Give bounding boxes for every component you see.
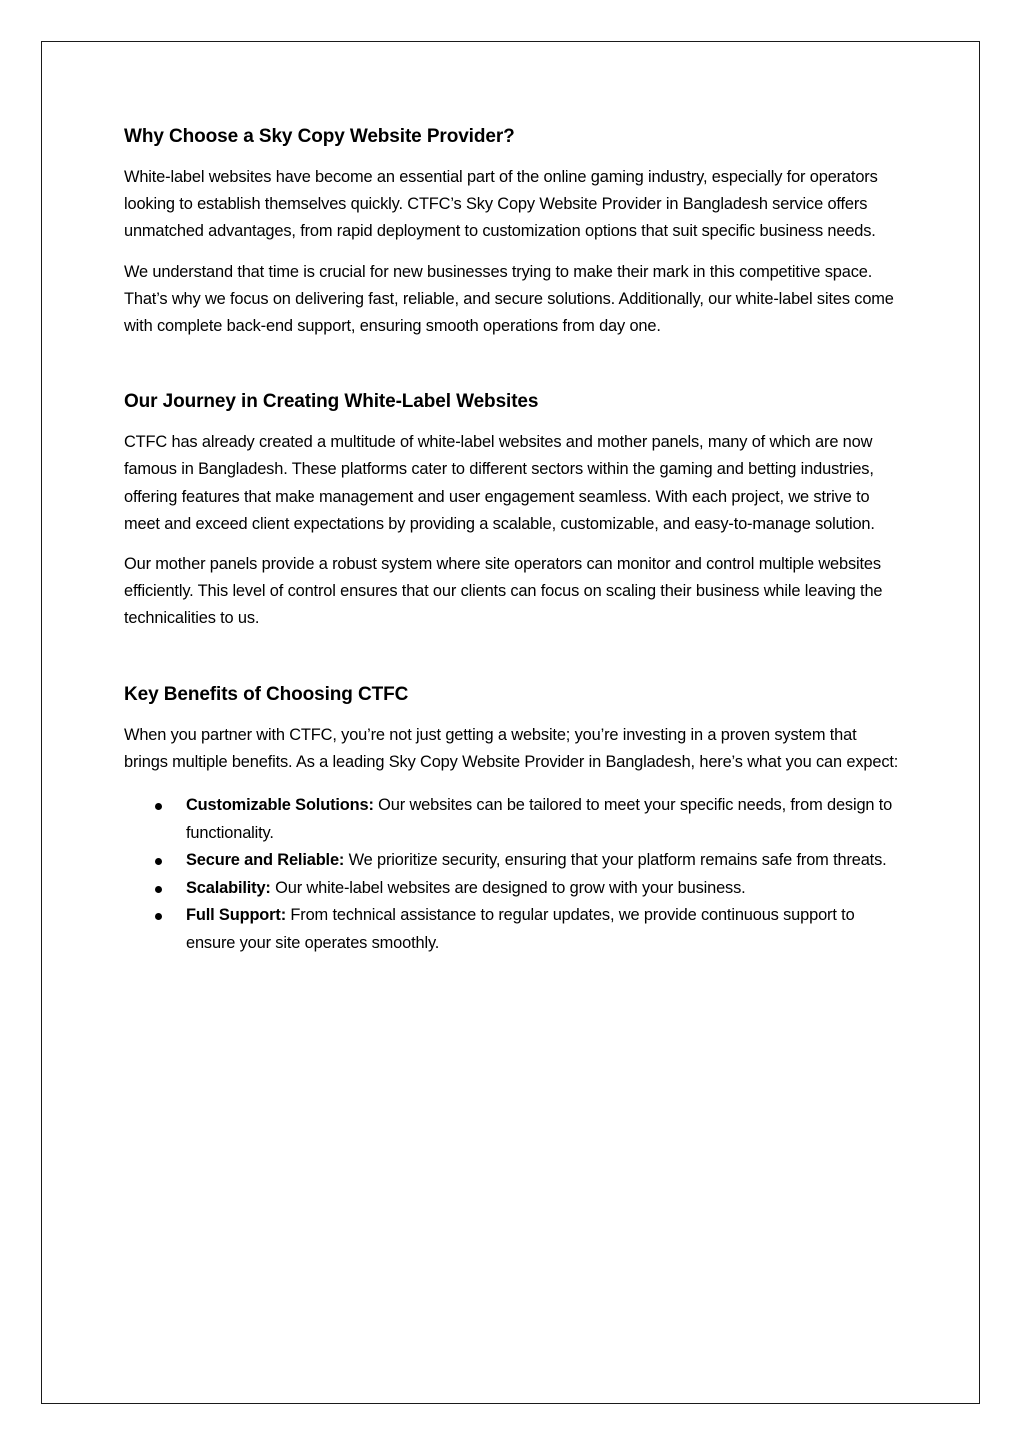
benefit-label: Customizable Solutions:: [186, 796, 374, 815]
section-heading: Our Journey in Creating White-Label Websites: [124, 391, 539, 413]
benefits-list: [124, 792, 904, 957]
section-key-benefits: [124, 682, 904, 957]
paragraph: Our mother panels provide a robust system where site operators can monitor and control multiple websites efficiently. This level of control ensures that our clients can focus on scaling their business while leaving the technicalities to us.: [124, 555, 883, 628]
benefit-label: Secure and Reliable:: [186, 851, 345, 870]
benefit-text: Our white-label websites are designed to grow with your business.: [270, 878, 746, 897]
benefit-text: Our websites can be tailored to meet your specific needs, from design to functionality.: [186, 796, 893, 842]
list-item: [124, 875, 904, 903]
bullet-icon: [155, 858, 162, 865]
benefit-label: Full Support:: [186, 906, 287, 925]
paragraph: White-label websites have become an essential part of the online gaming industry, especially for operators looking to establish themselves quickly. CTFC’s Sky Copy Website Provider in Bangladesh service offers unmatched advantages, from rapid deployment to customization options that suit specific business needs.: [124, 168, 878, 241]
bullet-icon: [155, 913, 162, 920]
bullet-icon: [155, 803, 162, 810]
paragraph: When you partner with CTFC, you’re not just getting a website; you’re investing in a proven system that brings multiple benefits. As a leading Sky Copy Website Provider in Bangladesh, here’s what you can expect:: [124, 725, 899, 771]
benefit-label: Scalability:: [186, 878, 271, 897]
section-why-choose: [124, 124, 904, 340]
list-item: [124, 902, 904, 957]
list-item: [124, 847, 904, 875]
section-our-journey: [124, 389, 904, 632]
paragraph: We understand that time is crucial for new businesses trying to make their mark in this competitive space. That’s why we focus on delivering fast, reliable, and secure solutions. Additionally, our white-label sites come with complete back-end support, ensuring smooth operations from day one.: [124, 262, 894, 336]
document-content: [124, 124, 904, 957]
list-item: [124, 792, 904, 847]
benefit-text: We prioritize security, ensuring that your platform remains safe from threats.: [344, 851, 887, 870]
bullet-icon: [155, 886, 162, 893]
paragraph: CTFC has already created a multitude of white-label websites and mother panels, many of which are now famous in Bangladesh. These platforms cater to different sectors within the gaming and betting industries, offering features that make management and user engagement seamless. With each project, we strive to meet and exceed client expectations by providing a scalable, customizable, and easy-to-manage solution.: [124, 433, 875, 533]
benefit-text: From technical assistance to regular updates, we provide continuous support to ensure your site operates smoothly.: [186, 906, 855, 952]
section-heading: Why Choose a Sky Copy Website Provider?: [124, 126, 515, 147]
section-heading: Key Benefits of Choosing CTFC: [124, 683, 409, 705]
